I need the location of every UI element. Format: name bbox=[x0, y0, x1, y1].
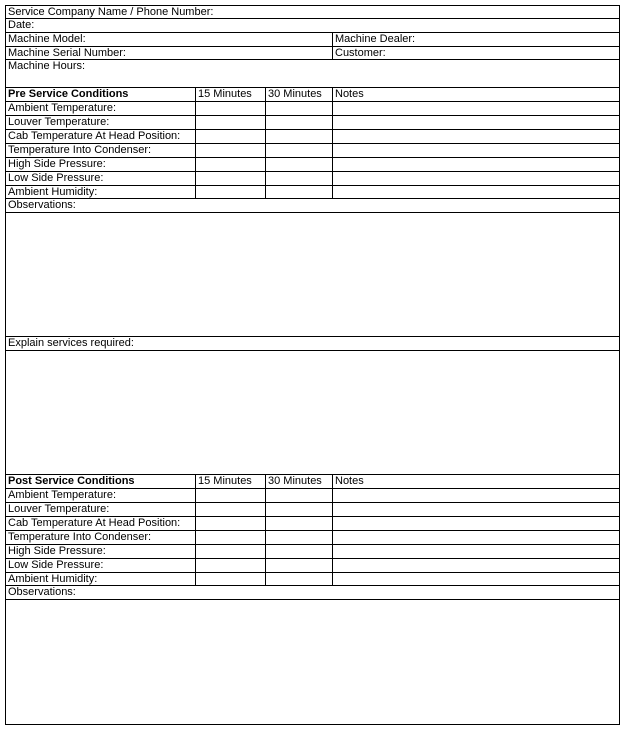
value-15-min-cell[interactable] bbox=[195, 559, 265, 572]
value-30-min-cell[interactable] bbox=[265, 531, 332, 544]
services-label: Explain services required: bbox=[8, 337, 134, 349]
post-condition-row bbox=[6, 489, 619, 503]
hours-row bbox=[6, 60, 619, 88]
notes-cell[interactable] bbox=[332, 130, 619, 143]
dealer-label: Machine Dealer: bbox=[332, 33, 619, 46]
value-15-min-cell[interactable] bbox=[195, 158, 265, 171]
value-15-min-cell[interactable] bbox=[195, 489, 265, 502]
notes-cell[interactable] bbox=[332, 172, 619, 185]
notes-cell[interactable] bbox=[332, 158, 619, 171]
condition-label: Low Side Pressure: bbox=[8, 172, 104, 184]
value-15-min-cell[interactable] bbox=[195, 102, 265, 115]
company-label: Service Company Name / Phone Number: bbox=[8, 6, 214, 18]
notes-cell[interactable] bbox=[332, 559, 619, 572]
model-row bbox=[6, 33, 619, 47]
condition-label: Louver Temperature: bbox=[8, 116, 110, 128]
post-condition-row bbox=[6, 503, 619, 517]
value-30-min-cell[interactable] bbox=[265, 158, 332, 171]
services-area[interactable] bbox=[6, 351, 619, 475]
post-condition-row bbox=[6, 517, 619, 531]
value-30-min-cell[interactable] bbox=[265, 172, 332, 185]
condition-label: Cab Temperature At Head Position: bbox=[8, 130, 181, 142]
condition-label: Ambient Humidity: bbox=[8, 186, 98, 198]
value-15-min-cell[interactable] bbox=[195, 573, 265, 585]
notes-cell[interactable] bbox=[332, 503, 619, 516]
post-condition-row bbox=[6, 531, 619, 545]
value-15-min-cell[interactable] bbox=[195, 545, 265, 558]
notes-cell[interactable] bbox=[332, 144, 619, 157]
notes-cell[interactable] bbox=[332, 573, 619, 585]
value-30-min-cell[interactable] bbox=[265, 116, 332, 129]
value-15-min-cell[interactable] bbox=[195, 144, 265, 157]
condition-label: Ambient Temperature: bbox=[8, 102, 117, 114]
condition-label: High Side Pressure: bbox=[8, 545, 106, 557]
date-label: Date: bbox=[8, 19, 35, 31]
pre-condition-row bbox=[6, 158, 619, 172]
value-30-min-cell[interactable] bbox=[265, 517, 332, 530]
condition-label: High Side Pressure: bbox=[8, 158, 106, 170]
notes-cell[interactable] bbox=[332, 116, 619, 129]
post-observations-row bbox=[6, 586, 619, 600]
value-15-min-cell[interactable] bbox=[195, 503, 265, 516]
pre-observations-row bbox=[6, 199, 619, 213]
date-row bbox=[6, 19, 619, 33]
pre-condition-row bbox=[6, 144, 619, 158]
condition-label: Low Side Pressure: bbox=[8, 559, 104, 571]
value-30-min-cell[interactable] bbox=[265, 489, 332, 502]
value-30-min-cell[interactable] bbox=[265, 102, 332, 115]
notes-cell[interactable] bbox=[332, 531, 619, 544]
notes-cell[interactable] bbox=[332, 489, 619, 502]
notes-cell[interactable] bbox=[332, 545, 619, 558]
condition-label: Louver Temperature: bbox=[8, 503, 110, 515]
value-15-min-cell[interactable] bbox=[195, 186, 265, 198]
condition-label: Temperature Into Condenser: bbox=[8, 531, 152, 543]
pre-header-row bbox=[6, 88, 619, 102]
condition-label: Temperature Into Condenser: bbox=[8, 144, 152, 156]
value-15-min-cell[interactable] bbox=[195, 531, 265, 544]
notes-cell[interactable] bbox=[332, 186, 619, 198]
company-row bbox=[6, 6, 619, 19]
condition-label: Ambient Temperature: bbox=[8, 489, 117, 501]
serial-row bbox=[6, 47, 619, 60]
services-row bbox=[6, 337, 619, 351]
pre-condition-row bbox=[6, 116, 619, 130]
pre-title: Pre Service Conditions bbox=[8, 88, 129, 100]
customer-label: Customer: bbox=[332, 47, 619, 59]
post-condition-row bbox=[6, 559, 619, 573]
post-title: Post Service Conditions bbox=[8, 475, 135, 487]
value-15-min-cell[interactable] bbox=[195, 130, 265, 143]
condition-label: Cab Temperature At Head Position: bbox=[8, 517, 181, 529]
notes-cell[interactable] bbox=[332, 102, 619, 115]
pre-condition-row bbox=[6, 130, 619, 144]
pre-condition-row bbox=[6, 186, 619, 199]
model-label: Machine Model: bbox=[8, 33, 86, 45]
post-col-notes: Notes bbox=[332, 475, 619, 488]
pre-condition-row bbox=[6, 102, 619, 116]
post-col-30-min: 30 Minutes bbox=[265, 475, 332, 488]
pre-col-notes: Notes bbox=[332, 88, 619, 101]
value-30-min-cell[interactable] bbox=[265, 186, 332, 198]
notes-cell[interactable] bbox=[332, 517, 619, 530]
pre-observations-label: Observations: bbox=[8, 199, 76, 211]
value-30-min-cell[interactable] bbox=[265, 144, 332, 157]
post-observations-label: Observations: bbox=[8, 586, 76, 598]
post-condition-row bbox=[6, 545, 619, 559]
value-15-min-cell[interactable] bbox=[195, 517, 265, 530]
post-condition-row bbox=[6, 573, 619, 586]
post-observations-area[interactable] bbox=[6, 600, 619, 724]
hours-label: Machine Hours: bbox=[8, 60, 86, 72]
pre-condition-row bbox=[6, 172, 619, 186]
pre-observations-area[interactable] bbox=[6, 213, 619, 337]
value-15-min-cell[interactable] bbox=[195, 116, 265, 129]
value-30-min-cell[interactable] bbox=[265, 545, 332, 558]
post-header-row bbox=[6, 475, 619, 489]
pre-col-30-min: 30 Minutes bbox=[265, 88, 332, 101]
value-30-min-cell[interactable] bbox=[265, 573, 332, 585]
post-col-15-min: 15 Minutes bbox=[195, 475, 265, 488]
value-30-min-cell[interactable] bbox=[265, 503, 332, 516]
value-30-min-cell[interactable] bbox=[265, 559, 332, 572]
pre-col-15-min: 15 Minutes bbox=[195, 88, 265, 101]
value-15-min-cell[interactable] bbox=[195, 172, 265, 185]
serial-label: Machine Serial Number: bbox=[8, 47, 126, 59]
value-30-min-cell[interactable] bbox=[265, 130, 332, 143]
condition-label: Ambient Humidity: bbox=[8, 573, 98, 585]
service-form bbox=[5, 5, 620, 725]
